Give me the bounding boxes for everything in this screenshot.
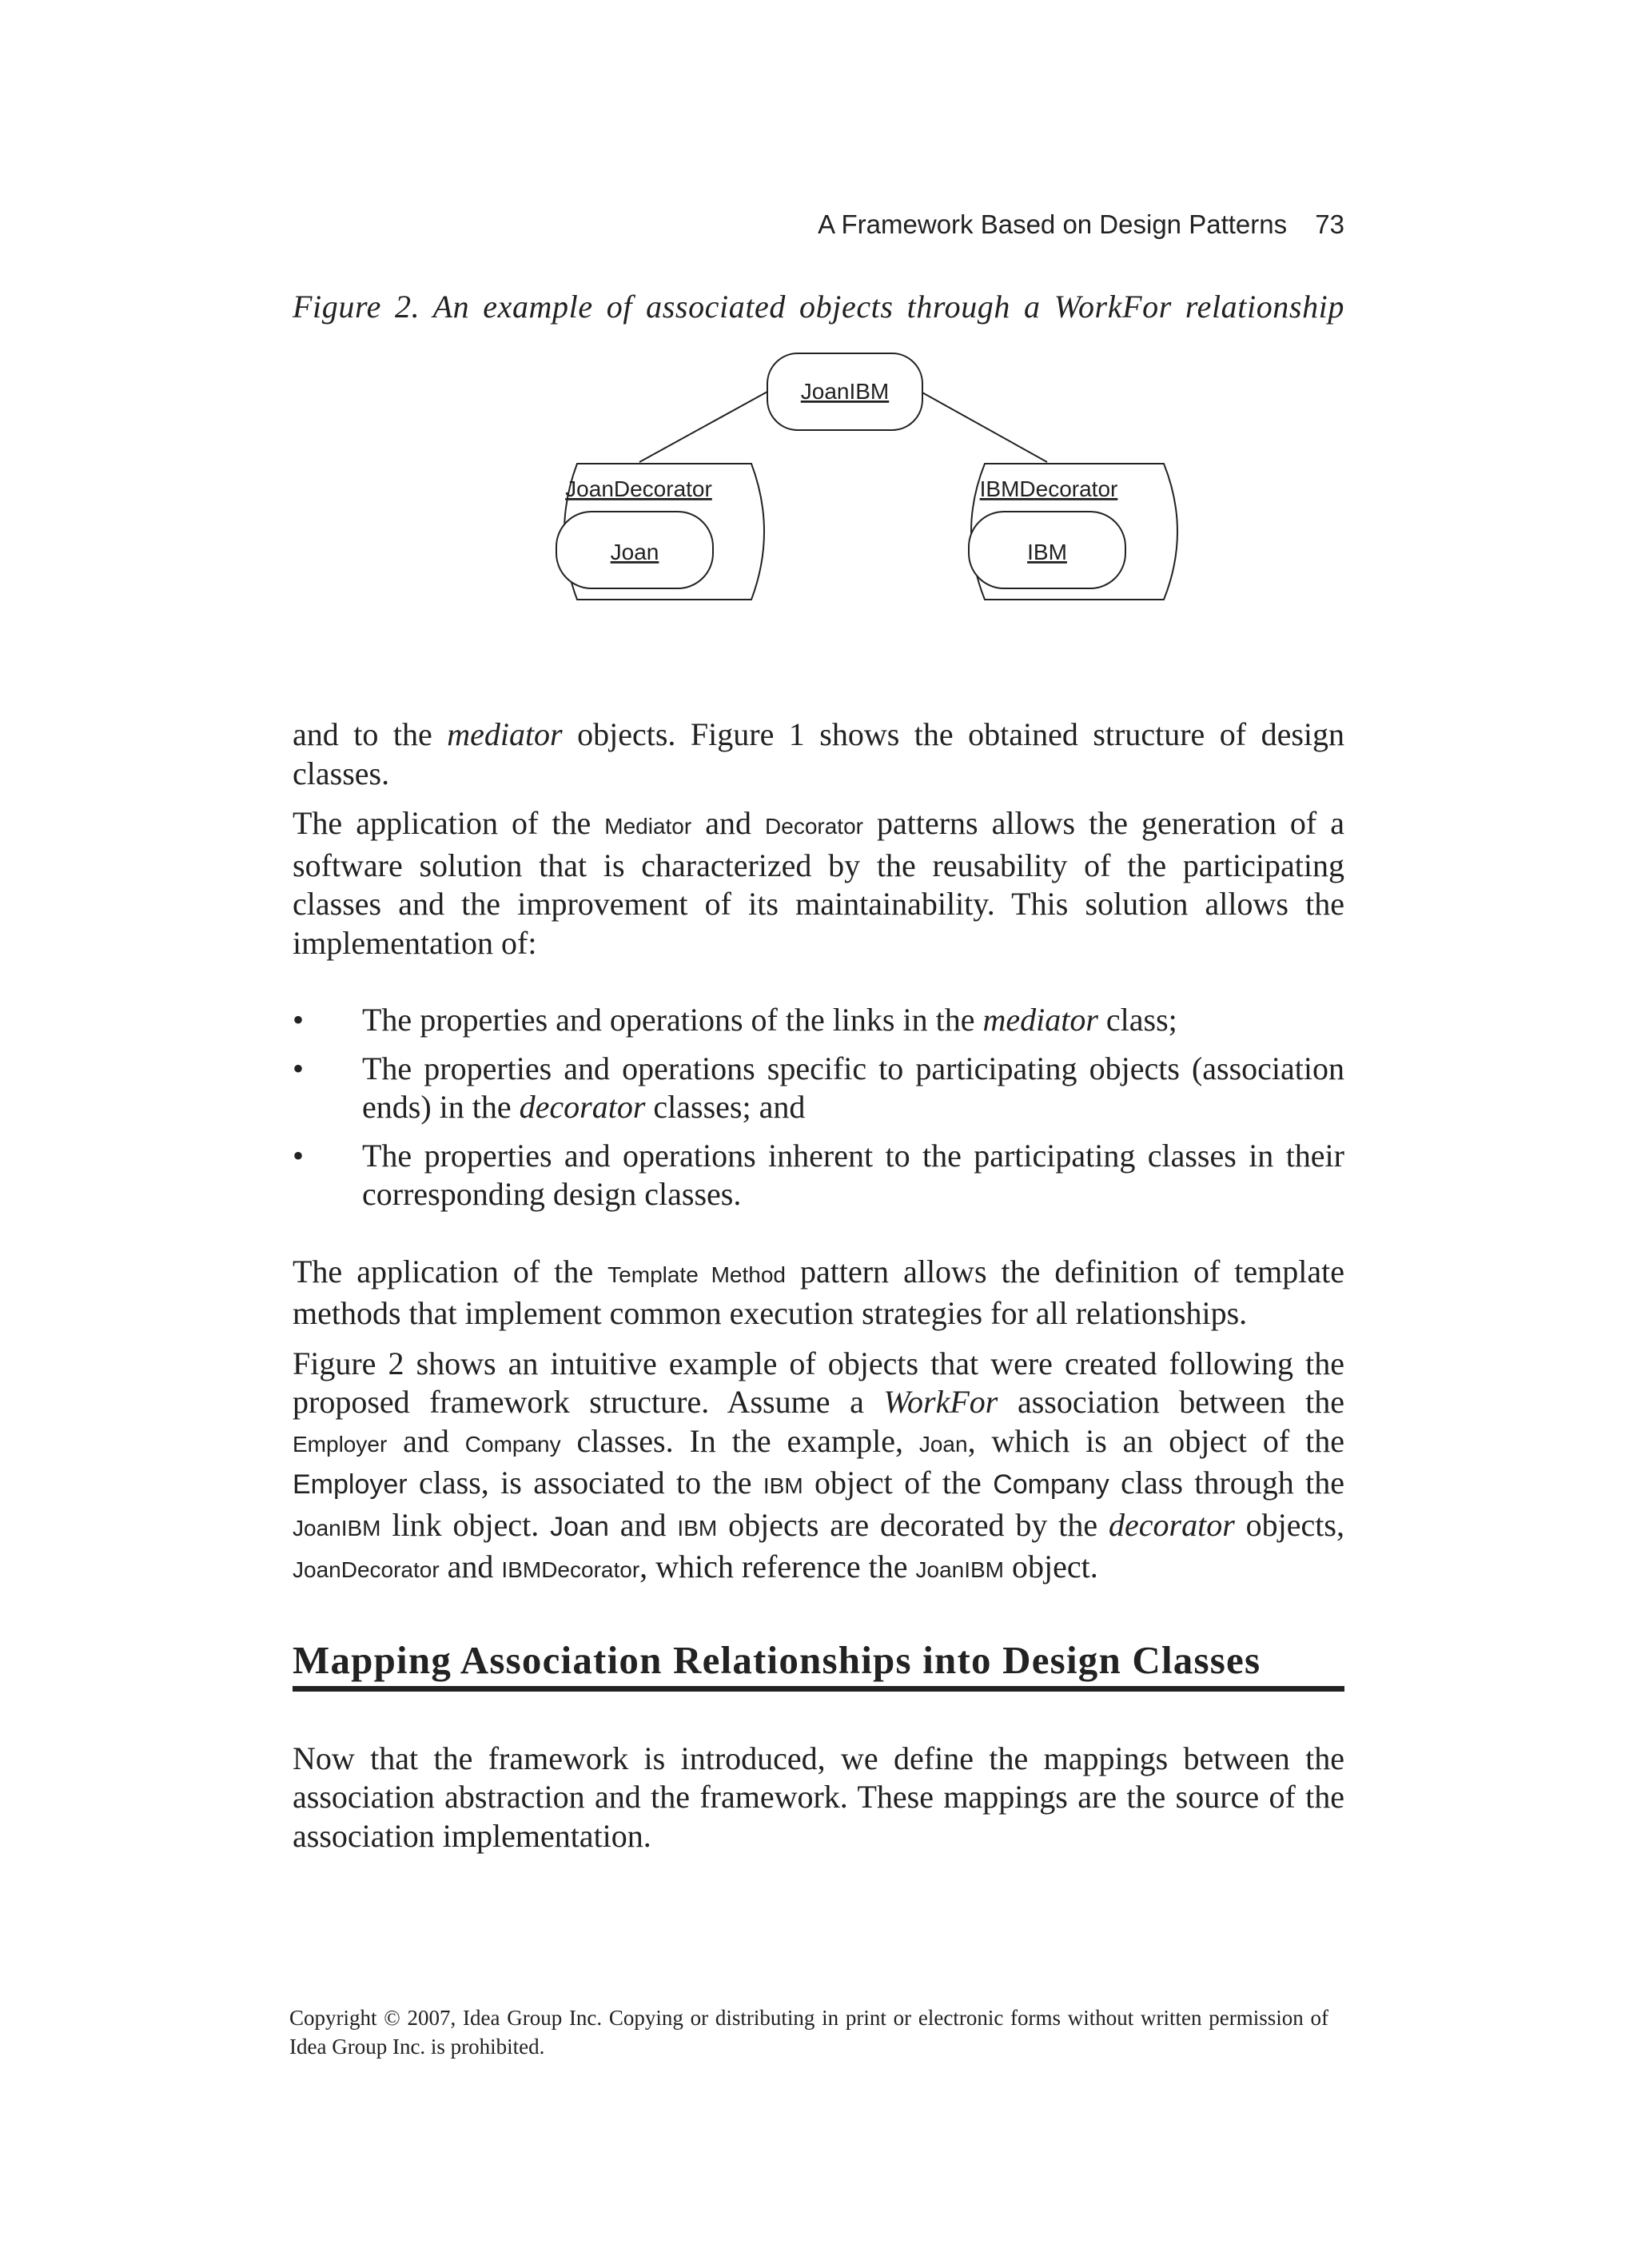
emphasis-decorator: decorator — [1109, 1506, 1235, 1543]
text-run: classes. In the example, — [560, 1422, 919, 1459]
right-decorator-label: IBMDecorator — [979, 476, 1118, 501]
code-term-decorator: Decorator — [765, 814, 863, 839]
code-term-joanibm: JoanIBM — [293, 1515, 381, 1541]
running-head — [818, 209, 1344, 240]
text-run: objects. Figure 1 shows the obtained structure of design classes. — [293, 716, 1344, 791]
text-run: , which is an object of the — [967, 1422, 1345, 1459]
emphasis-mediator: mediator — [447, 716, 563, 752]
text-run: objects, — [1234, 1506, 1344, 1543]
paragraph-5: Now that the framework is introduced, we define the mappings between the association abstraction and the framework. These mappings are the source of the association implementation. — [293, 1740, 1344, 1854]
bullet-marker: • — [293, 1002, 305, 1038]
text-run: object. — [1004, 1549, 1098, 1584]
link-line-left — [639, 392, 767, 462]
text-run: The properties and operations of the links in the — [362, 1002, 983, 1038]
body-text — [293, 715, 1344, 1867]
text-run: The application of the — [293, 805, 605, 841]
text-run: The properties and operations inherent to the participating classes in their corresponding design classes. — [362, 1137, 1344, 1212]
code-term-ibmdecorator: IBMDecorator — [501, 1557, 640, 1582]
left-object-label: Joan — [610, 540, 659, 564]
list-item — [293, 1137, 1344, 1214]
text-run: and to the — [293, 716, 448, 752]
code-term-employer: Employer — [293, 1431, 388, 1457]
bullet-list — [293, 1001, 1344, 1214]
text-run: objects are decorated by the — [717, 1506, 1109, 1543]
text-run: The properties and operations specific to participating objects (association ends) in the — [362, 1050, 1344, 1125]
emphasis-workfor: WorkFor — [883, 1384, 998, 1420]
text-run: and — [387, 1422, 465, 1459]
right-object-label: IBM — [1027, 540, 1067, 564]
text-run: patterns allows the generation of a software solution that is characterized by the reusability of the participating classes and the improvement of its maintainability. This solution allows the implementation of: — [293, 805, 1345, 961]
bullet-marker: • — [293, 1137, 305, 1174]
text-run: and — [439, 1549, 502, 1584]
text-run: class, is associated to the — [407, 1465, 763, 1501]
code-term-template-method: Template Method — [607, 1262, 786, 1287]
list-item — [293, 1050, 1344, 1127]
section-heading: Mapping Association Relationships into Design Classes — [293, 1636, 1344, 1692]
text-run: pattern allows the definition of template methods that implement common execution strategies for all relationships. — [293, 1253, 1345, 1331]
copyright-footer: Copyright © 2007, Idea Group Inc. Copying or distributing in print or electronic forms without written permission of Idea Group Inc. is prohibited. — [289, 2006, 1328, 2059]
code-term-employer: Employer — [293, 1469, 408, 1500]
text-run: class; — [1097, 1002, 1177, 1038]
running-title: A Framework Based on Design Patterns — [818, 209, 1288, 239]
code-term-ibm: IBM — [677, 1515, 718, 1541]
text-run: and — [691, 805, 766, 841]
text-run: and — [608, 1506, 678, 1543]
code-term-joandecorator: JoanDecorator — [293, 1557, 440, 1582]
code-term-company: Company — [464, 1431, 561, 1457]
text-run: Figure 2 shows an intuitive example of objects that were created following the proposed framework structure. Assume a — [293, 1345, 1344, 1420]
page-number: 73 — [1315, 209, 1344, 239]
code-term-ibm: IBM — [763, 1473, 803, 1498]
paragraph-2 — [293, 804, 1344, 963]
text-run: , which reference the — [639, 1549, 916, 1584]
code-term-company: Company — [993, 1469, 1109, 1500]
list-item — [293, 1001, 1344, 1040]
link-object-label: JoanIBM — [800, 379, 890, 404]
paragraph-3 — [293, 1253, 1344, 1333]
paragraph-1 — [293, 715, 1344, 793]
figure-caption: Figure 2. An example of associated objects through a WorkFor relationship — [293, 289, 1344, 325]
text-run: link object. — [380, 1506, 551, 1543]
page — [289, 0, 1345, 2268]
emphasis-term: mediator — [982, 1002, 1098, 1038]
text-run: The application of the — [293, 1253, 608, 1289]
emphasis-term: decorator — [519, 1089, 646, 1125]
text-run: association between the — [998, 1384, 1344, 1420]
paragraph-4 — [293, 1345, 1344, 1590]
text-run: object of the — [803, 1465, 994, 1501]
left-decorator-label: JoanDecorator — [565, 476, 712, 501]
figure-diagram — [293, 336, 1344, 608]
code-term-mediator: Mediator — [604, 814, 692, 839]
code-term-joan: Joan — [918, 1431, 968, 1457]
text-run: class through the — [1109, 1465, 1344, 1501]
text-run: classes; and — [645, 1089, 806, 1125]
object-diagram — [293, 336, 1344, 608]
link-line-right — [921, 392, 1047, 462]
code-term-joan: Joan — [550, 1511, 609, 1542]
bullet-marker: • — [293, 1050, 305, 1086]
code-term-joanibm: JoanIBM — [915, 1557, 1004, 1582]
